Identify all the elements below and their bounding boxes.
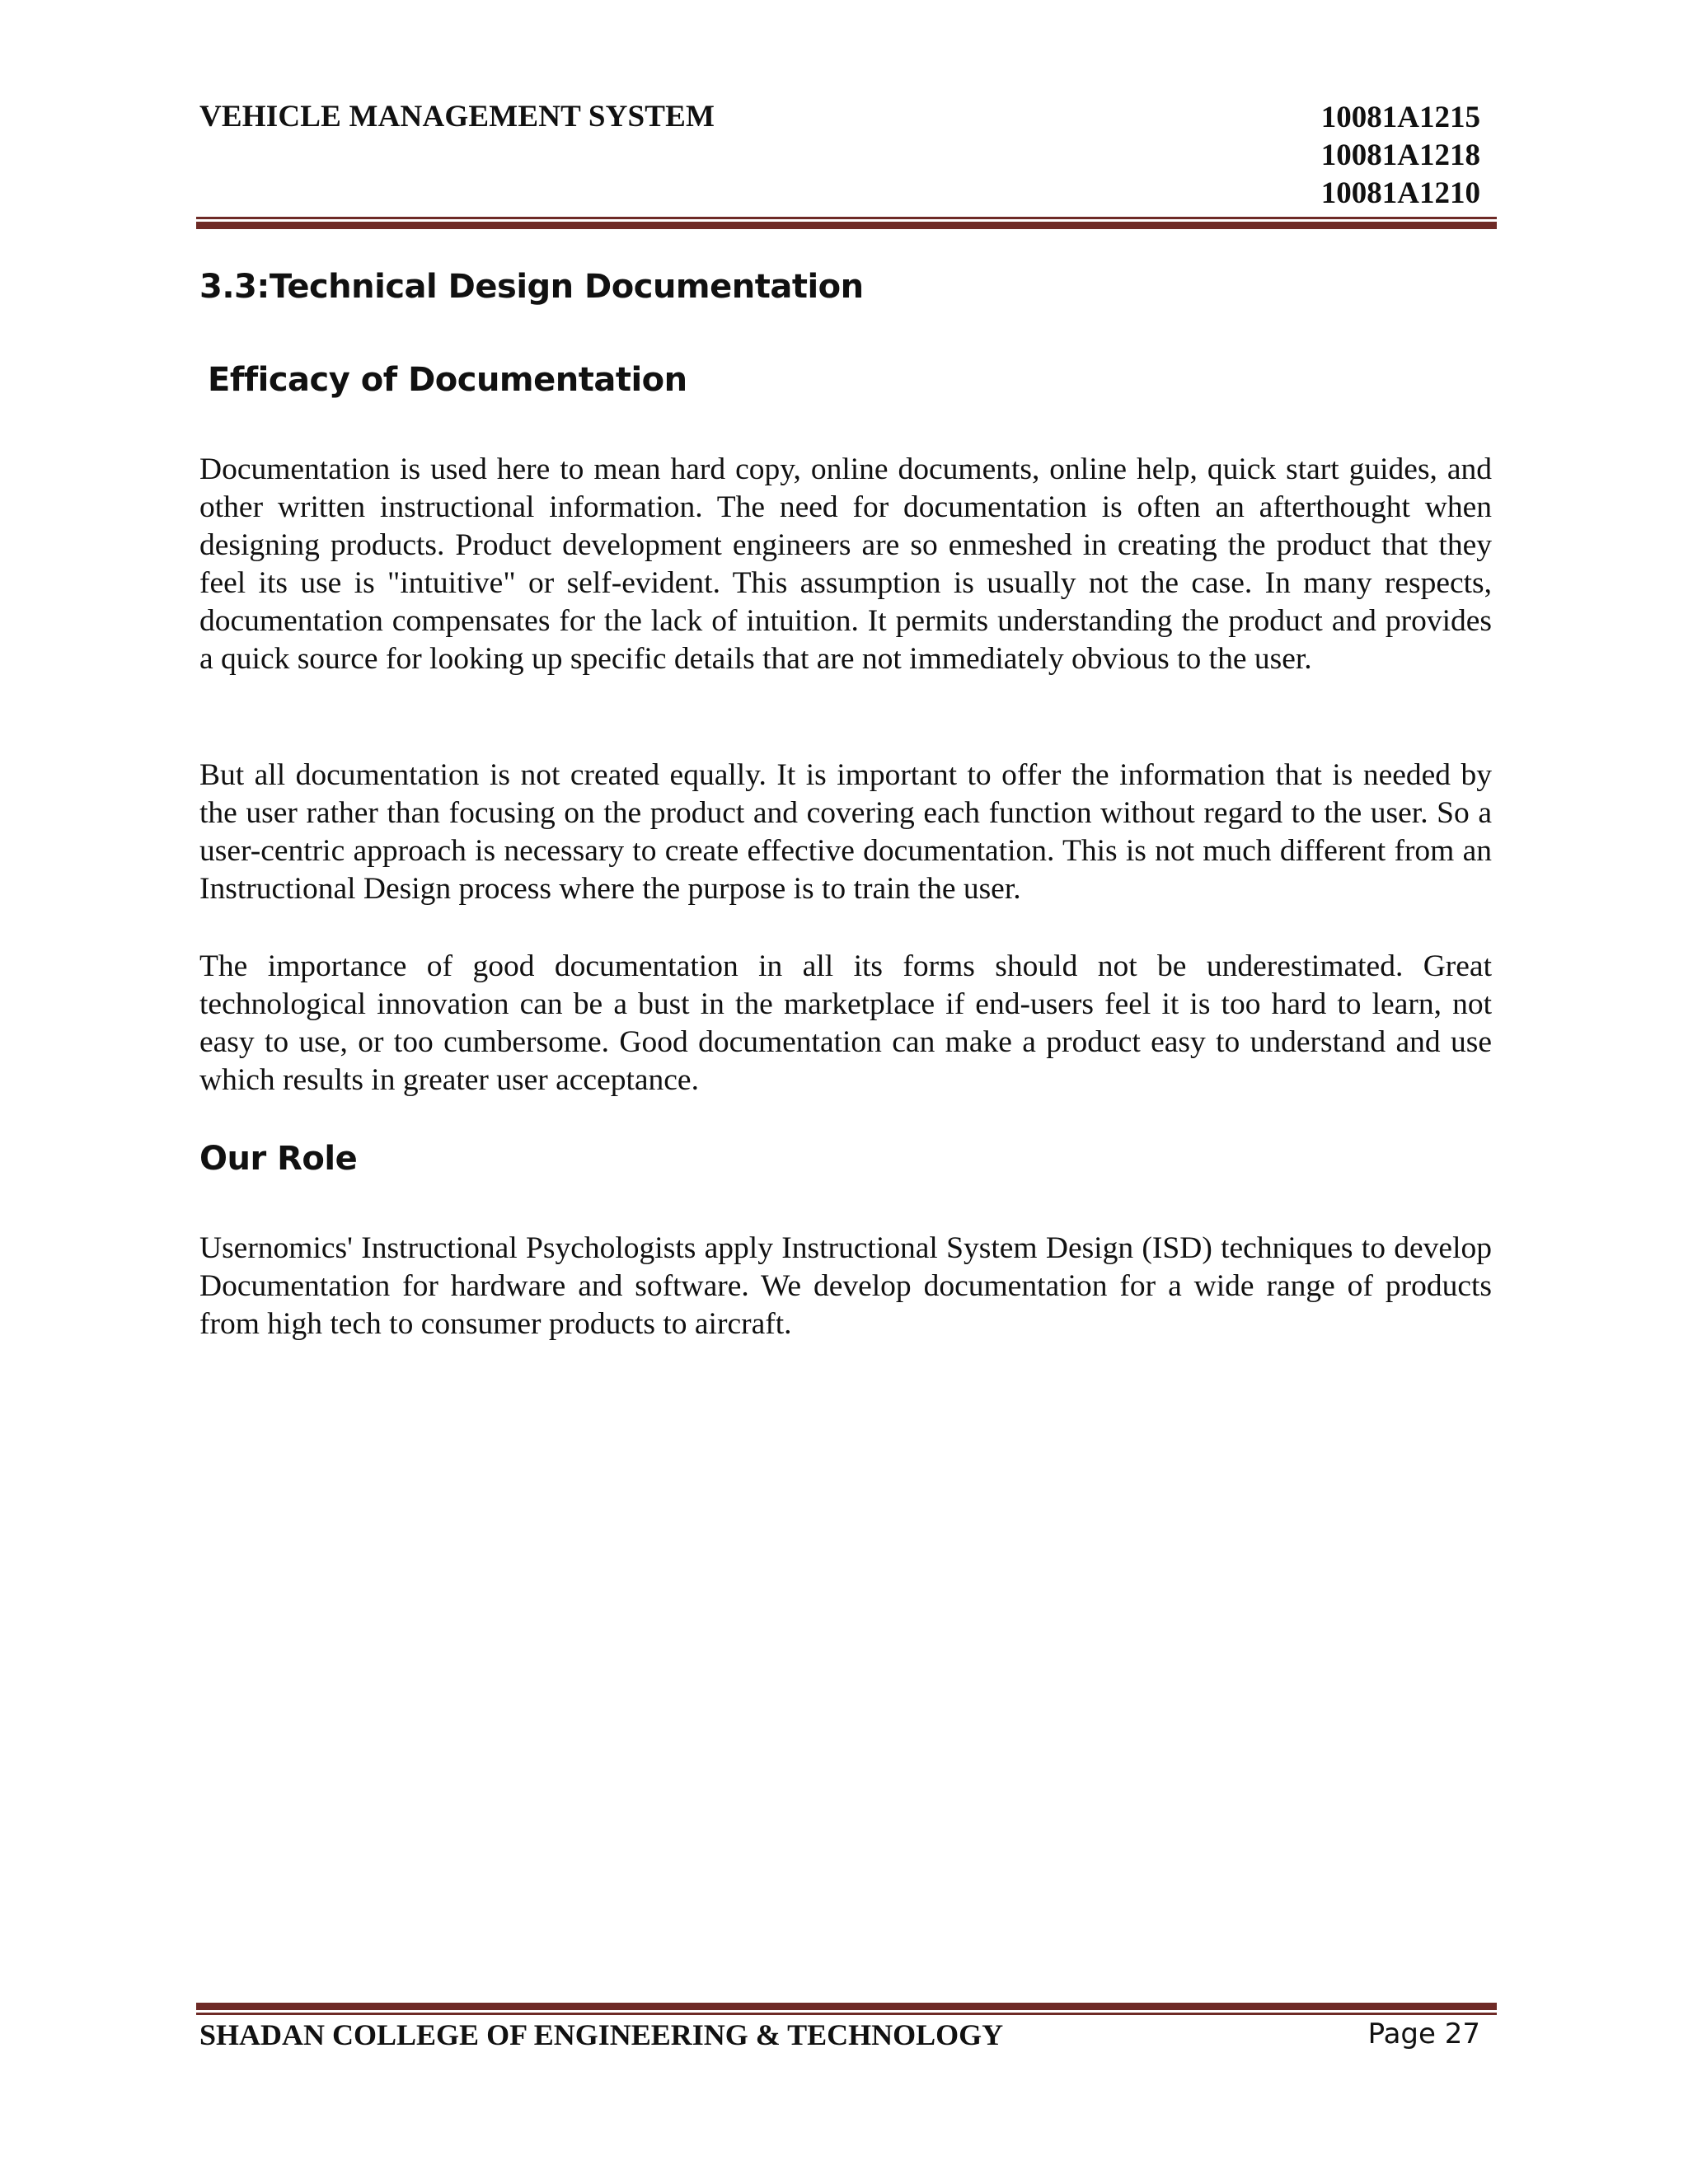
footer-divider: [196, 2003, 1497, 2015]
efficacy-heading: Efficacy of Documentation: [208, 361, 687, 399]
header-id: 10081A1215: [1320, 101, 1480, 134]
footer-divider-thick-line: [196, 2003, 1497, 2010]
header-divider-thick-line: [196, 222, 1497, 229]
header-id: 10081A1218: [1320, 138, 1480, 172]
efficacy-paragraph-2: But all documentation is not created equally. It is important to offer the information that is needed by the user rather than focusing on the product and covering each function without regard to the user. So a user-centric approach is necessary to create effective documentation. This is not much different from an Instructional Design process where the purpose is to train the user.: [199, 758, 1492, 906]
section-title: 3.3:Technical Design Documentation: [199, 268, 864, 306]
our-role-heading: Our Role: [199, 1140, 358, 1178]
footer-college-name: SHADAN COLLEGE OF ENGINEERING & TECHNOLOGY: [199, 2018, 1004, 2051]
header-title: VEHICLE MANAGEMENT SYSTEM: [199, 100, 715, 134]
efficacy-paragraph-3: The importance of good documentation in all its forms should not be underestimated. Great technological innovation can be a bust in the marketplace if end-users feel it is too hard to learn, not easy to use, or too cumbersome. Good documentation can make a product easy to understand and use which results in greater user acceptance.: [199, 949, 1492, 1097]
header-student-ids: [1321, 99, 1480, 213]
header-divider: [196, 217, 1497, 229]
footer-divider-thin-line: [196, 2013, 1497, 2015]
our-role-paragraph: Usernomics' Instructional Psychologists apply Instructional System Design (ISD) techniques to develop Documentation for hardware and software. We develop documentation for a wide range of products from high tech to consumer products to aircraft.: [199, 1231, 1492, 1341]
header-id: 10081A1210: [1320, 176, 1480, 210]
efficacy-paragraph-1: Documentation is used here to mean hard copy, online documents, online help, quick start guides, and other written instructional information. The need for documentation is often an afterthought when designing products. Product development engineers are so enmeshed in creating the product that they feel its use is "intuitive" or self-evident. This assumption is usually not the case. In many respects, documentation compensates for the lack of intuition. It permits understanding the product and provides a quick source for looking up specific details that are not immediately obvious to the user.: [199, 452, 1492, 676]
footer-page-number: Page 27: [1367, 2018, 1480, 2050]
